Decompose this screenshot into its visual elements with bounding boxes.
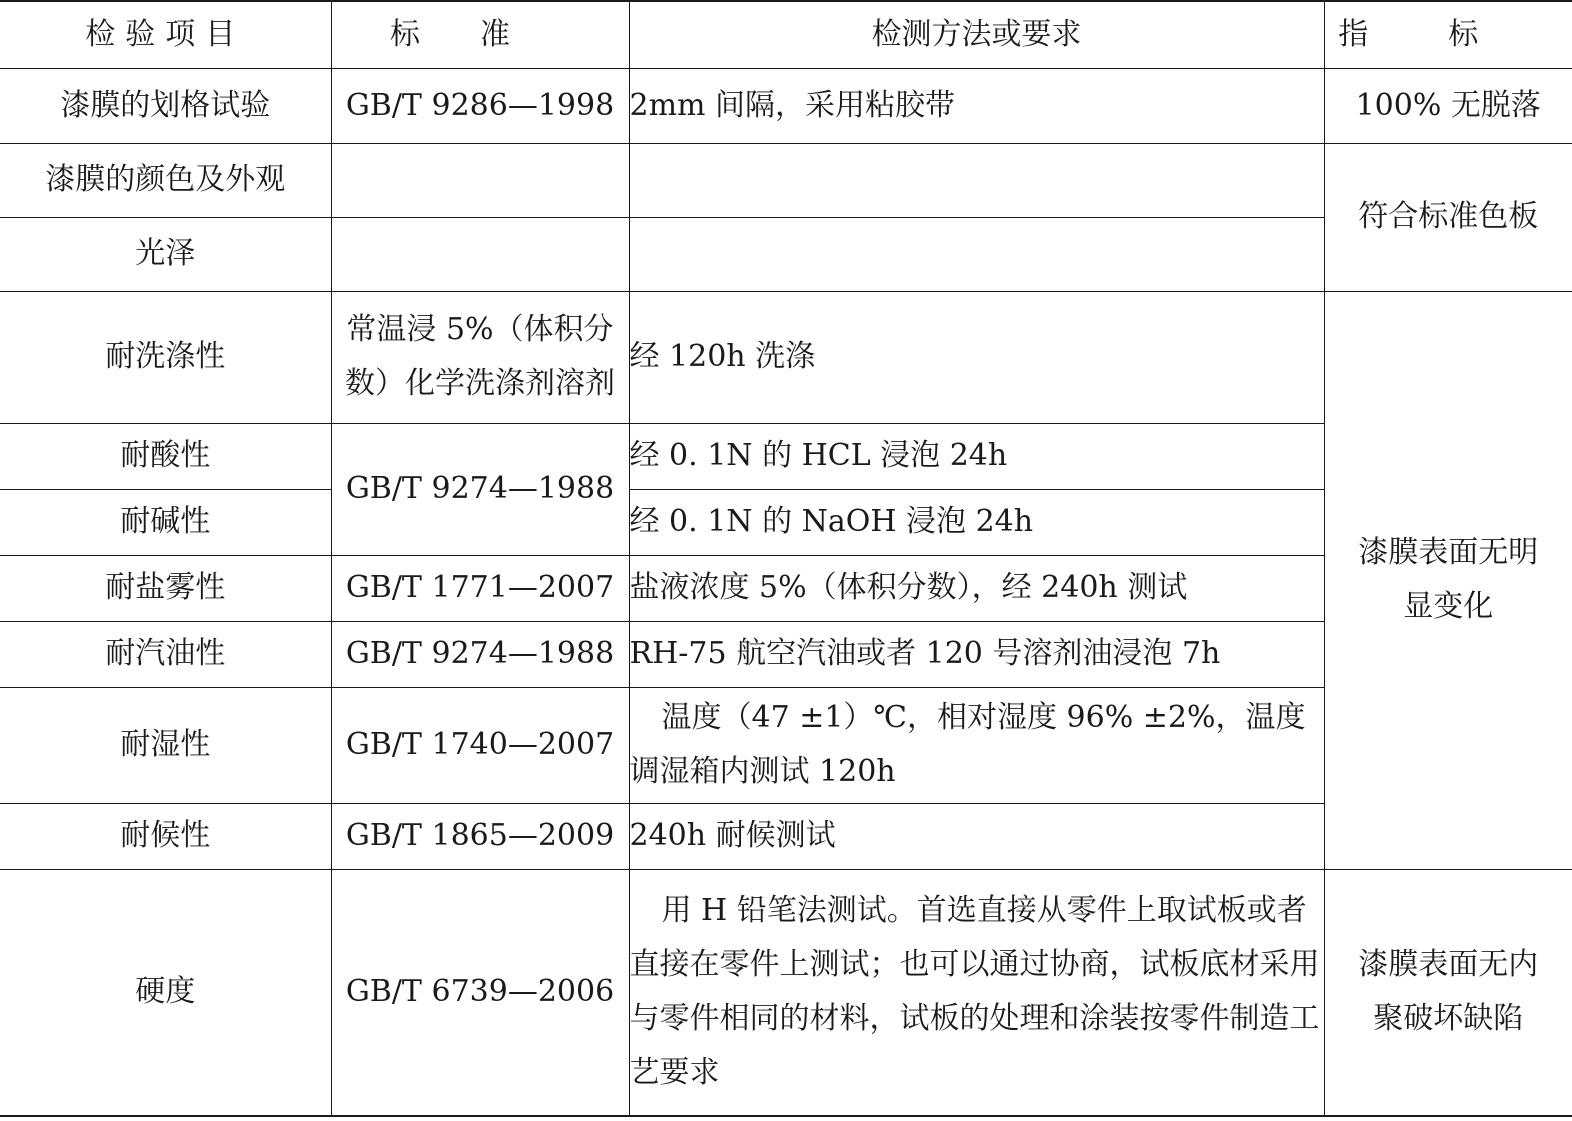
header-item: 检验项目 bbox=[0, 1, 331, 68]
row-indicator: 漆膜表面无明显变化 bbox=[1324, 291, 1572, 869]
header-method: 检测方法或要求 bbox=[629, 1, 1324, 68]
row-item: 耐洗涤性 bbox=[0, 291, 331, 423]
row-method: 温度（47 ±1）℃，相对湿度 96% ±2%，温度调湿箱内测试 120h bbox=[629, 687, 1324, 803]
row-item: 耐酸性 bbox=[0, 423, 331, 489]
row-standard: GB/T 1865—2009 bbox=[331, 803, 629, 869]
header-row bbox=[0, 1, 1572, 68]
row-item: 耐汽油性 bbox=[0, 621, 331, 687]
row-indicator: 漆膜表面无内聚破坏缺陷 bbox=[1324, 869, 1572, 1116]
row-method bbox=[629, 143, 1324, 217]
row-standard: GB/T 1771—2007 bbox=[331, 555, 629, 621]
table-row bbox=[0, 291, 1572, 423]
row-method: 240h 耐候测试 bbox=[629, 803, 1324, 869]
row-item: 耐碱性 bbox=[0, 489, 331, 555]
row-method: 盐液浓度 5%（体积分数），经 240h 测试 bbox=[629, 555, 1324, 621]
table-row bbox=[0, 869, 1572, 1116]
row-item: 漆膜的划格试验 bbox=[0, 68, 331, 143]
row-method: 经 0. 1N 的 NaOH 浸泡 24h bbox=[629, 489, 1324, 555]
row-item: 光泽 bbox=[0, 217, 331, 291]
row-method: 经 0. 1N 的 HCL 浸泡 24h bbox=[629, 423, 1324, 489]
table-row bbox=[0, 143, 1572, 217]
row-standard bbox=[331, 143, 629, 217]
row-standard: GB/T 9274—1988 bbox=[331, 621, 629, 687]
row-item: 耐候性 bbox=[0, 803, 331, 869]
header-indicator: 指标 bbox=[1324, 1, 1572, 68]
row-standard: GB/T 1740—2007 bbox=[331, 687, 629, 803]
row-method: 2mm 间隔，采用粘胶带 bbox=[629, 68, 1324, 143]
row-method: 用 H 铅笔法测试。首选直接从零件上取试板或者直接在零件上测试；也可以通过协商，试板底材采用与零件相同的材料，试板的处理和涂装按零件制造工艺要求 bbox=[629, 869, 1324, 1116]
row-standard: GB/T 9286—1998 bbox=[331, 68, 629, 143]
row-standard: 常温浸 5%（体积分数）化学洗涤剂溶剂 bbox=[331, 291, 629, 423]
row-standard bbox=[331, 217, 629, 291]
row-item: 漆膜的颜色及外观 bbox=[0, 143, 331, 217]
row-standard: GB/T 9274—1988 bbox=[331, 423, 629, 555]
table-row bbox=[0, 68, 1572, 143]
header-standard: 标准 bbox=[331, 1, 629, 68]
row-item: 耐湿性 bbox=[0, 687, 331, 803]
row-item: 硬度 bbox=[0, 869, 331, 1116]
row-item: 耐盐雾性 bbox=[0, 555, 331, 621]
row-indicator: 100% 无脱落 bbox=[1324, 68, 1572, 143]
row-method bbox=[629, 217, 1324, 291]
row-standard: GB/T 6739—2006 bbox=[331, 869, 629, 1116]
row-indicator: 符合标准色板 bbox=[1324, 143, 1572, 291]
row-method: RH-75 航空汽油或者 120 号溶剂油浸泡 7h bbox=[629, 621, 1324, 687]
row-method: 经 120h 洗涤 bbox=[629, 291, 1324, 423]
